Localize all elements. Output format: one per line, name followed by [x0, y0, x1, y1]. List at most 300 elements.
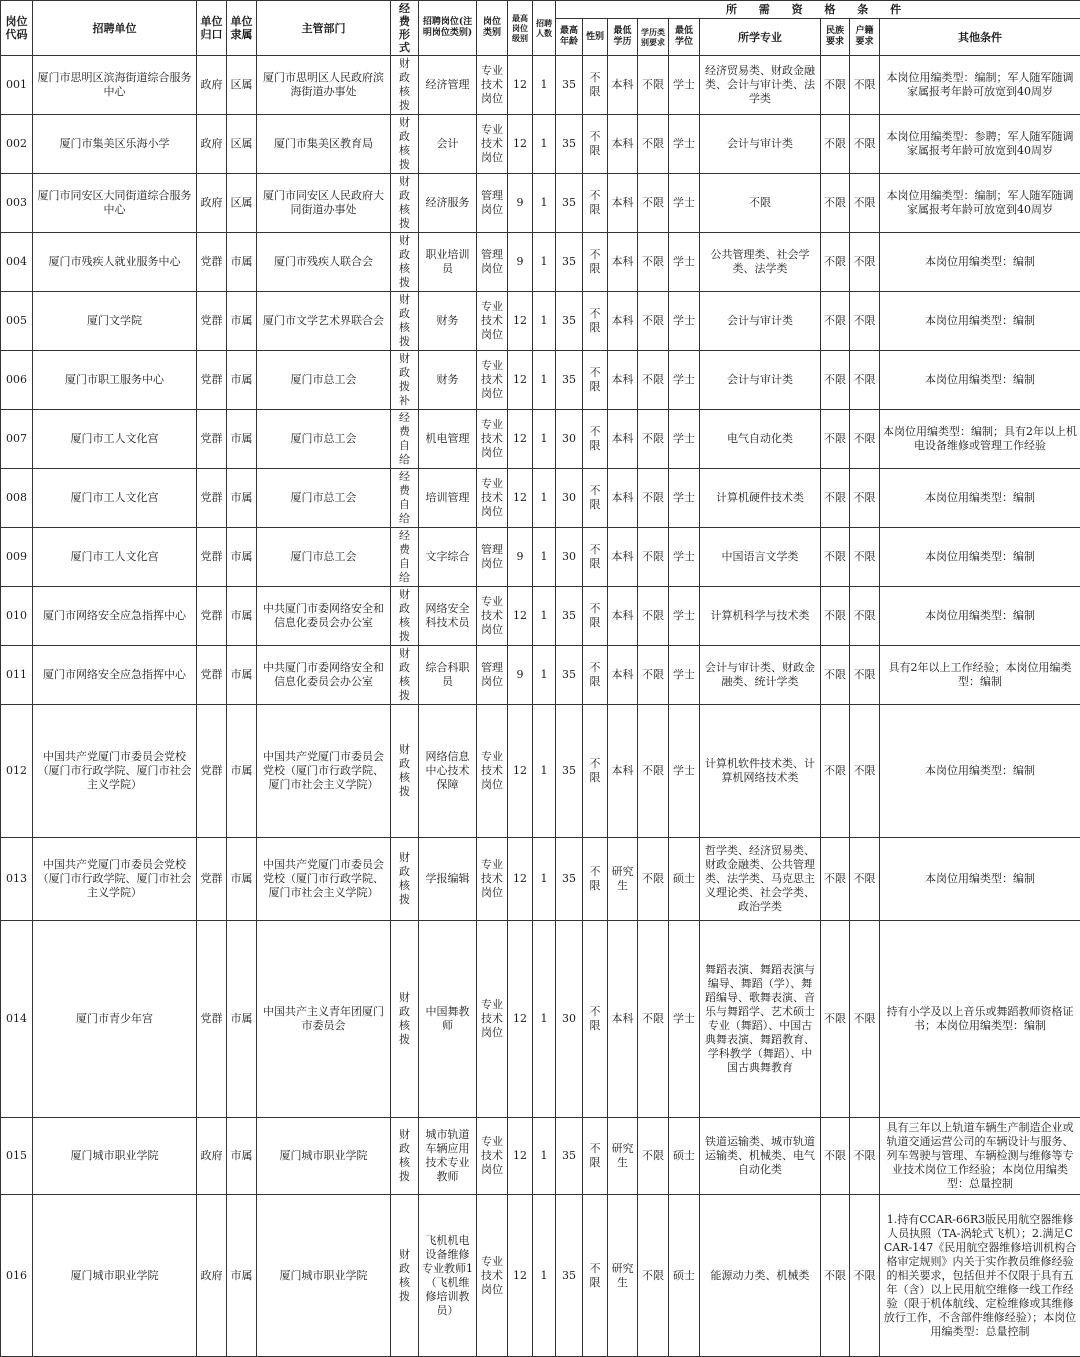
cell-degree: 学士 [669, 174, 700, 233]
table-row [1, 292, 1080, 351]
cell-unit: 中国共产党厦门市委员会党校（厦门市行政学院、厦门市社会主义学院） [33, 838, 197, 921]
cell-age: 35 [556, 646, 583, 705]
cell-belong: 政府 [197, 174, 227, 233]
header-gender: 性别 [583, 19, 608, 56]
cell-post: 会计 [419, 115, 477, 174]
table-row [1, 838, 1080, 921]
cell-degree: 学士 [669, 921, 700, 1118]
cell-dept: 厦门市总工会 [257, 469, 391, 528]
cell-code: 004 [1, 233, 33, 292]
header-major: 所学专业 [700, 19, 821, 56]
cell-fund: 财政核拨 [391, 292, 419, 351]
cell-post: 培训管理 [419, 469, 477, 528]
cell-level: 区属 [227, 174, 257, 233]
cell-grade: 12 [508, 1195, 533, 1357]
cell-belong: 党群 [197, 233, 227, 292]
table-row [1, 56, 1080, 115]
cell-num: 1 [533, 56, 556, 115]
cell-gender: 不限 [583, 115, 608, 174]
cell-unit: 厦门市工人文化宫 [33, 469, 197, 528]
cell-grade: 12 [508, 292, 533, 351]
cell-fund: 财政核拨 [391, 921, 419, 1118]
cell-degree: 学士 [669, 705, 700, 838]
cell-num: 1 [533, 528, 556, 587]
cell-post-type: 专业技术岗位 [477, 705, 508, 838]
cell-gender: 不限 [583, 921, 608, 1118]
cell-gender: 不限 [583, 838, 608, 921]
table-row [1, 1195, 1080, 1357]
cell-code: 011 [1, 646, 33, 705]
cell-edu-type: 不限 [638, 469, 669, 528]
cell-post-type: 管理岗位 [477, 528, 508, 587]
cell-level: 市属 [227, 1118, 257, 1195]
cell-code: 008 [1, 469, 33, 528]
cell-fund: 财政核拨 [391, 115, 419, 174]
cell-grade: 9 [508, 528, 533, 587]
cell-unit: 厦门城市职业学院 [33, 1118, 197, 1195]
cell-edu: 本科 [608, 292, 638, 351]
table-row [1, 587, 1080, 646]
cell-other: 本岗位用编类型：编制 [880, 587, 1080, 646]
cell-degree: 学士 [669, 528, 700, 587]
cell-age: 35 [556, 838, 583, 921]
table-row [1, 528, 1080, 587]
header-unit: 招聘单位 [33, 1, 197, 56]
cell-major: 舞蹈表演、舞蹈表演与编导、舞蹈（学）、舞蹈编导、歌舞表演、音乐与舞蹈学、艺术硕士专业（舞蹈）、中国古典舞表演、舞蹈教育、学科教学（舞蹈）、中国古典舞教育 [700, 921, 821, 1118]
cell-fund: 经费自给 [391, 410, 419, 469]
cell-edu-type: 不限 [638, 1118, 669, 1195]
cell-grade: 12 [508, 115, 533, 174]
cell-edu-type: 不限 [638, 921, 669, 1118]
cell-unit: 厦门市工人文化宫 [33, 410, 197, 469]
cell-edu-type: 不限 [638, 233, 669, 292]
cell-num: 1 [533, 705, 556, 838]
cell-post: 经济管理 [419, 56, 477, 115]
cell-dept: 中国共产党厦门市委员会党校（厦门市行政学院、厦门市社会主义学院） [257, 838, 391, 921]
cell-grade: 12 [508, 351, 533, 410]
cell-post: 文字综合 [419, 528, 477, 587]
cell-post-type: 专业技术岗位 [477, 351, 508, 410]
cell-dept: 厦门市文学艺术界联合会 [257, 292, 391, 351]
cell-degree: 学士 [669, 587, 700, 646]
cell-degree: 学士 [669, 410, 700, 469]
cell-hukou: 不限 [850, 233, 880, 292]
cell-level: 市属 [227, 646, 257, 705]
header-grade: 最高岗位级别 [508, 1, 533, 56]
cell-fund: 财政拨补 [391, 351, 419, 410]
cell-level: 区属 [227, 56, 257, 115]
cell-major: 公共管理类、社会学类、法学类 [700, 233, 821, 292]
cell-code: 010 [1, 587, 33, 646]
table-row [1, 705, 1080, 838]
cell-hukou: 不限 [850, 528, 880, 587]
cell-grade: 12 [508, 587, 533, 646]
cell-num: 1 [533, 410, 556, 469]
cell-ethnic: 不限 [821, 921, 850, 1118]
cell-hukou: 不限 [850, 587, 880, 646]
cell-belong: 政府 [197, 1118, 227, 1195]
cell-belong: 党群 [197, 351, 227, 410]
cell-gender: 不限 [583, 1118, 608, 1195]
cell-age: 30 [556, 469, 583, 528]
cell-num: 1 [533, 292, 556, 351]
cell-ethnic: 不限 [821, 469, 850, 528]
cell-edu: 本科 [608, 646, 638, 705]
cell-major: 会计与审计类 [700, 115, 821, 174]
cell-ethnic: 不限 [821, 705, 850, 838]
cell-unit: 厦门市网络安全应急指挥中心 [33, 646, 197, 705]
cell-hukou: 不限 [850, 1195, 880, 1357]
cell-ethnic: 不限 [821, 233, 850, 292]
cell-num: 1 [533, 115, 556, 174]
header-qualifications: 所 需 资 格 条 件 [556, 1, 1080, 19]
table-row [1, 410, 1080, 469]
cell-grade: 12 [508, 56, 533, 115]
cell-degree: 学士 [669, 646, 700, 705]
header-ethnic: 民族要求 [821, 19, 850, 56]
cell-major: 电气自动化类 [700, 410, 821, 469]
cell-other: 本岗位用编类型：编制 [880, 351, 1080, 410]
cell-age: 35 [556, 351, 583, 410]
cell-edu: 本科 [608, 705, 638, 838]
cell-grade: 12 [508, 410, 533, 469]
table-row [1, 233, 1080, 292]
cell-ethnic: 不限 [821, 56, 850, 115]
cell-edu: 本科 [608, 56, 638, 115]
cell-degree: 学士 [669, 56, 700, 115]
cell-grade: 12 [508, 469, 533, 528]
cell-gender: 不限 [583, 292, 608, 351]
cell-post-type: 专业技术岗位 [477, 1195, 508, 1357]
cell-ethnic: 不限 [821, 528, 850, 587]
cell-dept: 厦门市同安区人民政府大同街道办事处 [257, 174, 391, 233]
cell-dept: 厦门市总工会 [257, 528, 391, 587]
cell-grade: 12 [508, 1118, 533, 1195]
cell-hukou: 不限 [850, 705, 880, 838]
cell-belong: 政府 [197, 56, 227, 115]
cell-fund: 财政核拨 [391, 1195, 419, 1357]
cell-code: 014 [1, 921, 33, 1118]
cell-post: 飞机机电设备维修专业教师1（飞机维修培训教员） [419, 1195, 477, 1357]
header-dept: 主管部门 [257, 1, 391, 56]
cell-unit: 厦门市职工服务中心 [33, 351, 197, 410]
cell-belong: 党群 [197, 469, 227, 528]
cell-post: 财务 [419, 292, 477, 351]
cell-belong: 党群 [197, 292, 227, 351]
cell-unit: 中国共产党厦门市委员会党校（厦门市行政学院、厦门市社会主义学院） [33, 705, 197, 838]
cell-fund: 财政核拨 [391, 646, 419, 705]
cell-post-type: 管理岗位 [477, 646, 508, 705]
cell-post-type: 专业技术岗位 [477, 469, 508, 528]
cell-unit: 厦门市工人文化宫 [33, 528, 197, 587]
cell-post: 网络安全科技术员 [419, 587, 477, 646]
cell-level: 市属 [227, 921, 257, 1118]
cell-edu-type: 不限 [638, 56, 669, 115]
cell-code: 012 [1, 705, 33, 838]
header-other: 其他条件 [880, 19, 1080, 56]
cell-edu-type: 不限 [638, 587, 669, 646]
table-row [1, 174, 1080, 233]
cell-ethnic: 不限 [821, 174, 850, 233]
cell-edu: 本科 [608, 921, 638, 1118]
header-code: 岗位代码 [1, 1, 33, 56]
cell-level: 市属 [227, 1195, 257, 1357]
cell-degree: 学士 [669, 292, 700, 351]
cell-post: 学报编辑 [419, 838, 477, 921]
cell-gender: 不限 [583, 174, 608, 233]
header-age: 最高年龄 [556, 19, 583, 56]
cell-post-type: 专业技术岗位 [477, 587, 508, 646]
cell-other: 本岗位用编类型：编制；军人随军随调家属报考年龄可放宽到40周岁 [880, 174, 1080, 233]
cell-ethnic: 不限 [821, 1195, 850, 1357]
cell-degree: 硕士 [669, 1118, 700, 1195]
cell-level: 市属 [227, 838, 257, 921]
cell-ethnic: 不限 [821, 410, 850, 469]
cell-num: 1 [533, 1118, 556, 1195]
cell-gender: 不限 [583, 705, 608, 838]
cell-code: 016 [1, 1195, 33, 1357]
header-level: 单位隶属 [227, 1, 257, 56]
cell-post-type: 专业技术岗位 [477, 115, 508, 174]
cell-fund: 经费自给 [391, 528, 419, 587]
cell-code: 001 [1, 56, 33, 115]
cell-code: 006 [1, 351, 33, 410]
cell-dept: 厦门市总工会 [257, 410, 391, 469]
cell-post-type: 管理岗位 [477, 174, 508, 233]
cell-level: 市属 [227, 351, 257, 410]
cell-post: 经济服务 [419, 174, 477, 233]
cell-age: 35 [556, 115, 583, 174]
cell-edu-type: 不限 [638, 705, 669, 838]
cell-fund: 财政核拨 [391, 56, 419, 115]
cell-belong: 党群 [197, 587, 227, 646]
cell-dept: 厦门城市职业学院 [257, 1195, 391, 1357]
cell-degree: 硕士 [669, 838, 700, 921]
cell-level: 市属 [227, 292, 257, 351]
cell-grade: 9 [508, 233, 533, 292]
cell-gender: 不限 [583, 351, 608, 410]
cell-dept: 厦门城市职业学院 [257, 1118, 391, 1195]
cell-edu: 本科 [608, 528, 638, 587]
cell-edu-type: 不限 [638, 351, 669, 410]
cell-other: 本岗位用编类型：编制 [880, 528, 1080, 587]
cell-gender: 不限 [583, 646, 608, 705]
cell-unit: 厦门市思明区滨海街道综合服务中心 [33, 56, 197, 115]
cell-ethnic: 不限 [821, 115, 850, 174]
cell-edu-type: 不限 [638, 838, 669, 921]
cell-code: 005 [1, 292, 33, 351]
cell-gender: 不限 [583, 587, 608, 646]
cell-ethnic: 不限 [821, 292, 850, 351]
cell-fund: 财政核拨 [391, 174, 419, 233]
cell-code: 013 [1, 838, 33, 921]
cell-ethnic: 不限 [821, 351, 850, 410]
cell-edu: 本科 [608, 351, 638, 410]
cell-num: 1 [533, 174, 556, 233]
cell-other: 本岗位用编类型：参聘；军人随军随调家属报考年龄可放宽到40周岁 [880, 115, 1080, 174]
cell-gender: 不限 [583, 410, 608, 469]
cell-level: 市属 [227, 528, 257, 587]
cell-major: 中国语言文学类 [700, 528, 821, 587]
cell-belong: 党群 [197, 528, 227, 587]
cell-num: 1 [533, 646, 556, 705]
cell-fund: 财政核拨 [391, 838, 419, 921]
cell-num: 1 [533, 233, 556, 292]
cell-ethnic: 不限 [821, 587, 850, 646]
cell-belong: 党群 [197, 921, 227, 1118]
cell-other: 本岗位用编类型：编制 [880, 233, 1080, 292]
cell-num: 1 [533, 838, 556, 921]
cell-age: 35 [556, 1195, 583, 1357]
cell-age: 35 [556, 56, 583, 115]
cell-other: 持有小学及以上音乐或舞蹈教师资格证书；本岗位用编类型：编制 [880, 921, 1080, 1118]
cell-num: 1 [533, 351, 556, 410]
cell-degree: 学士 [669, 233, 700, 292]
cell-level: 市属 [227, 587, 257, 646]
cell-belong: 政府 [197, 115, 227, 174]
cell-level: 市属 [227, 469, 257, 528]
cell-other: 本岗位用编类型：编制 [880, 705, 1080, 838]
cell-code: 002 [1, 115, 33, 174]
cell-level: 市属 [227, 410, 257, 469]
cell-code: 015 [1, 1118, 33, 1195]
cell-unit: 厦门市网络安全应急指挥中心 [33, 587, 197, 646]
cell-edu: 本科 [608, 233, 638, 292]
cell-major: 能源动力类、机械类 [700, 1195, 821, 1357]
cell-ethnic: 不限 [821, 1118, 850, 1195]
cell-level: 市属 [227, 705, 257, 838]
cell-code: 009 [1, 528, 33, 587]
cell-level: 市属 [227, 233, 257, 292]
cell-dept: 中国共产主义青年团厦门市委员会 [257, 921, 391, 1118]
cell-ethnic: 不限 [821, 646, 850, 705]
cell-belong: 党群 [197, 410, 227, 469]
cell-major: 会计与审计类、财政金融类、统计学类 [700, 646, 821, 705]
cell-hukou: 不限 [850, 174, 880, 233]
header-edu-type: 学历类别要求 [638, 19, 669, 56]
cell-ethnic: 不限 [821, 838, 850, 921]
cell-unit: 厦门市残疾人就业服务中心 [33, 233, 197, 292]
cell-post-type: 专业技术岗位 [477, 56, 508, 115]
cell-post: 城市轨道车辆应用技术专业教师 [419, 1118, 477, 1195]
cell-major: 会计与审计类 [700, 292, 821, 351]
cell-age: 30 [556, 410, 583, 469]
cell-major: 铁道运输类、城市轨道运输类、机械类、电气自动化类 [700, 1118, 821, 1195]
cell-num: 1 [533, 1195, 556, 1357]
cell-unit: 厦门城市职业学院 [33, 1195, 197, 1357]
cell-other: 具有三年以上轨道车辆生产制造企业或轨道交通运营公司的车辆设计与服务、列车驾驶与管理、车辆检测与维修等专业技术岗位工作经验；本岗位用编类型：总量控制 [880, 1118, 1080, 1195]
cell-edu-type: 不限 [638, 174, 669, 233]
cell-gender: 不限 [583, 233, 608, 292]
cell-grade: 9 [508, 646, 533, 705]
cell-post-type: 专业技术岗位 [477, 292, 508, 351]
cell-edu: 研究生 [608, 1195, 638, 1357]
cell-gender: 不限 [583, 469, 608, 528]
cell-grade: 12 [508, 705, 533, 838]
cell-age: 30 [556, 921, 583, 1118]
cell-edu: 研究生 [608, 1118, 638, 1195]
cell-dept: 厦门市集美区教育局 [257, 115, 391, 174]
cell-hukou: 不限 [850, 410, 880, 469]
header-post: 招聘岗位(注明岗位类别) [419, 1, 477, 56]
cell-edu-type: 不限 [638, 115, 669, 174]
cell-other: 本岗位用编类型：编制；具有2年以上机电设备维修或管理工作经验 [880, 410, 1080, 469]
cell-dept: 厦门市残疾人联合会 [257, 233, 391, 292]
cell-hukou: 不限 [850, 838, 880, 921]
cell-age: 35 [556, 233, 583, 292]
cell-major: 不限 [700, 174, 821, 233]
cell-post-type: 专业技术岗位 [477, 1118, 508, 1195]
cell-other: 本岗位用编类型：编制 [880, 838, 1080, 921]
cell-fund: 财政核拨 [391, 233, 419, 292]
cell-belong: 党群 [197, 838, 227, 921]
header-belong: 单位归口 [197, 1, 227, 56]
cell-num: 1 [533, 921, 556, 1118]
cell-gender: 不限 [583, 1195, 608, 1357]
cell-post-type: 专业技术岗位 [477, 921, 508, 1118]
cell-edu-type: 不限 [638, 528, 669, 587]
cell-hukou: 不限 [850, 646, 880, 705]
cell-other: 本岗位用编类型：编制；军人随军随调家属报考年龄可放宽到40周岁 [880, 56, 1080, 115]
header-edu: 最低学历 [608, 19, 638, 56]
cell-grade: 12 [508, 921, 533, 1118]
cell-dept: 中共厦门市委网络安全和信息化委员会办公室 [257, 646, 391, 705]
cell-level: 区属 [227, 115, 257, 174]
cell-degree: 学士 [669, 115, 700, 174]
cell-age: 35 [556, 587, 583, 646]
cell-edu-type: 不限 [638, 292, 669, 351]
table-row [1, 646, 1080, 705]
cell-dept: 中国共产党厦门市委员会党校（厦门市行政学院、厦门市社会主义学院） [257, 705, 391, 838]
cell-edu-type: 不限 [638, 410, 669, 469]
header-num: 招聘人数 [533, 1, 556, 56]
cell-major: 经济贸易类、财政金融类、会计与审计类、法学类 [700, 56, 821, 115]
cell-fund: 经费自给 [391, 469, 419, 528]
cell-post-type: 专业技术岗位 [477, 410, 508, 469]
cell-dept: 中共厦门市委网络安全和信息化委员会办公室 [257, 587, 391, 646]
cell-grade: 9 [508, 174, 533, 233]
cell-edu-type: 不限 [638, 1195, 669, 1357]
cell-hukou: 不限 [850, 351, 880, 410]
cell-code: 003 [1, 174, 33, 233]
cell-other: 本岗位用编类型：编制 [880, 469, 1080, 528]
cell-hukou: 不限 [850, 921, 880, 1118]
cell-major: 哲学类、经济贸易类、财政金融类、公共管理类、法学类、马克思主义理论类、社会学类、政治学类 [700, 838, 821, 921]
cell-unit: 厦门市集美区乐海小学 [33, 115, 197, 174]
cell-age: 35 [556, 1118, 583, 1195]
cell-hukou: 不限 [850, 1118, 880, 1195]
cell-age: 35 [556, 705, 583, 838]
cell-belong: 党群 [197, 646, 227, 705]
cell-other: 1.持有CCAR-66R3版民用航空器维修人员执照（TA-涡轮式飞机）；2.满足CCAR-147《民用航空器维修培训机构合格审定规则》内关于实作教员维修经验的相关要求，包括但并不仅限于具有五年（含）以上民用航空维修一线工作经验（限于机体航线、定检维修或其维修放行工作，不含部件维修经验）；本岗位用编类型：总量控制 [880, 1195, 1080, 1357]
cell-post: 中国舞教师 [419, 921, 477, 1118]
cell-belong: 党群 [197, 705, 227, 838]
cell-num: 1 [533, 469, 556, 528]
cell-dept: 厦门市思明区人民政府滨海街道办事处 [257, 56, 391, 115]
cell-major: 计算机硬件技术类 [700, 469, 821, 528]
cell-hukou: 不限 [850, 469, 880, 528]
cell-unit: 厦门市同安区大同街道综合服务中心 [33, 174, 197, 233]
cell-post-type: 专业技术岗位 [477, 838, 508, 921]
cell-post: 综合科职员 [419, 646, 477, 705]
cell-unit: 厦门文学院 [33, 292, 197, 351]
cell-hukou: 不限 [850, 115, 880, 174]
cell-post: 财务 [419, 351, 477, 410]
header-hukou: 户籍要求 [850, 19, 880, 56]
table-row [1, 469, 1080, 528]
cell-fund: 财政核拨 [391, 705, 419, 838]
cell-edu: 本科 [608, 410, 638, 469]
